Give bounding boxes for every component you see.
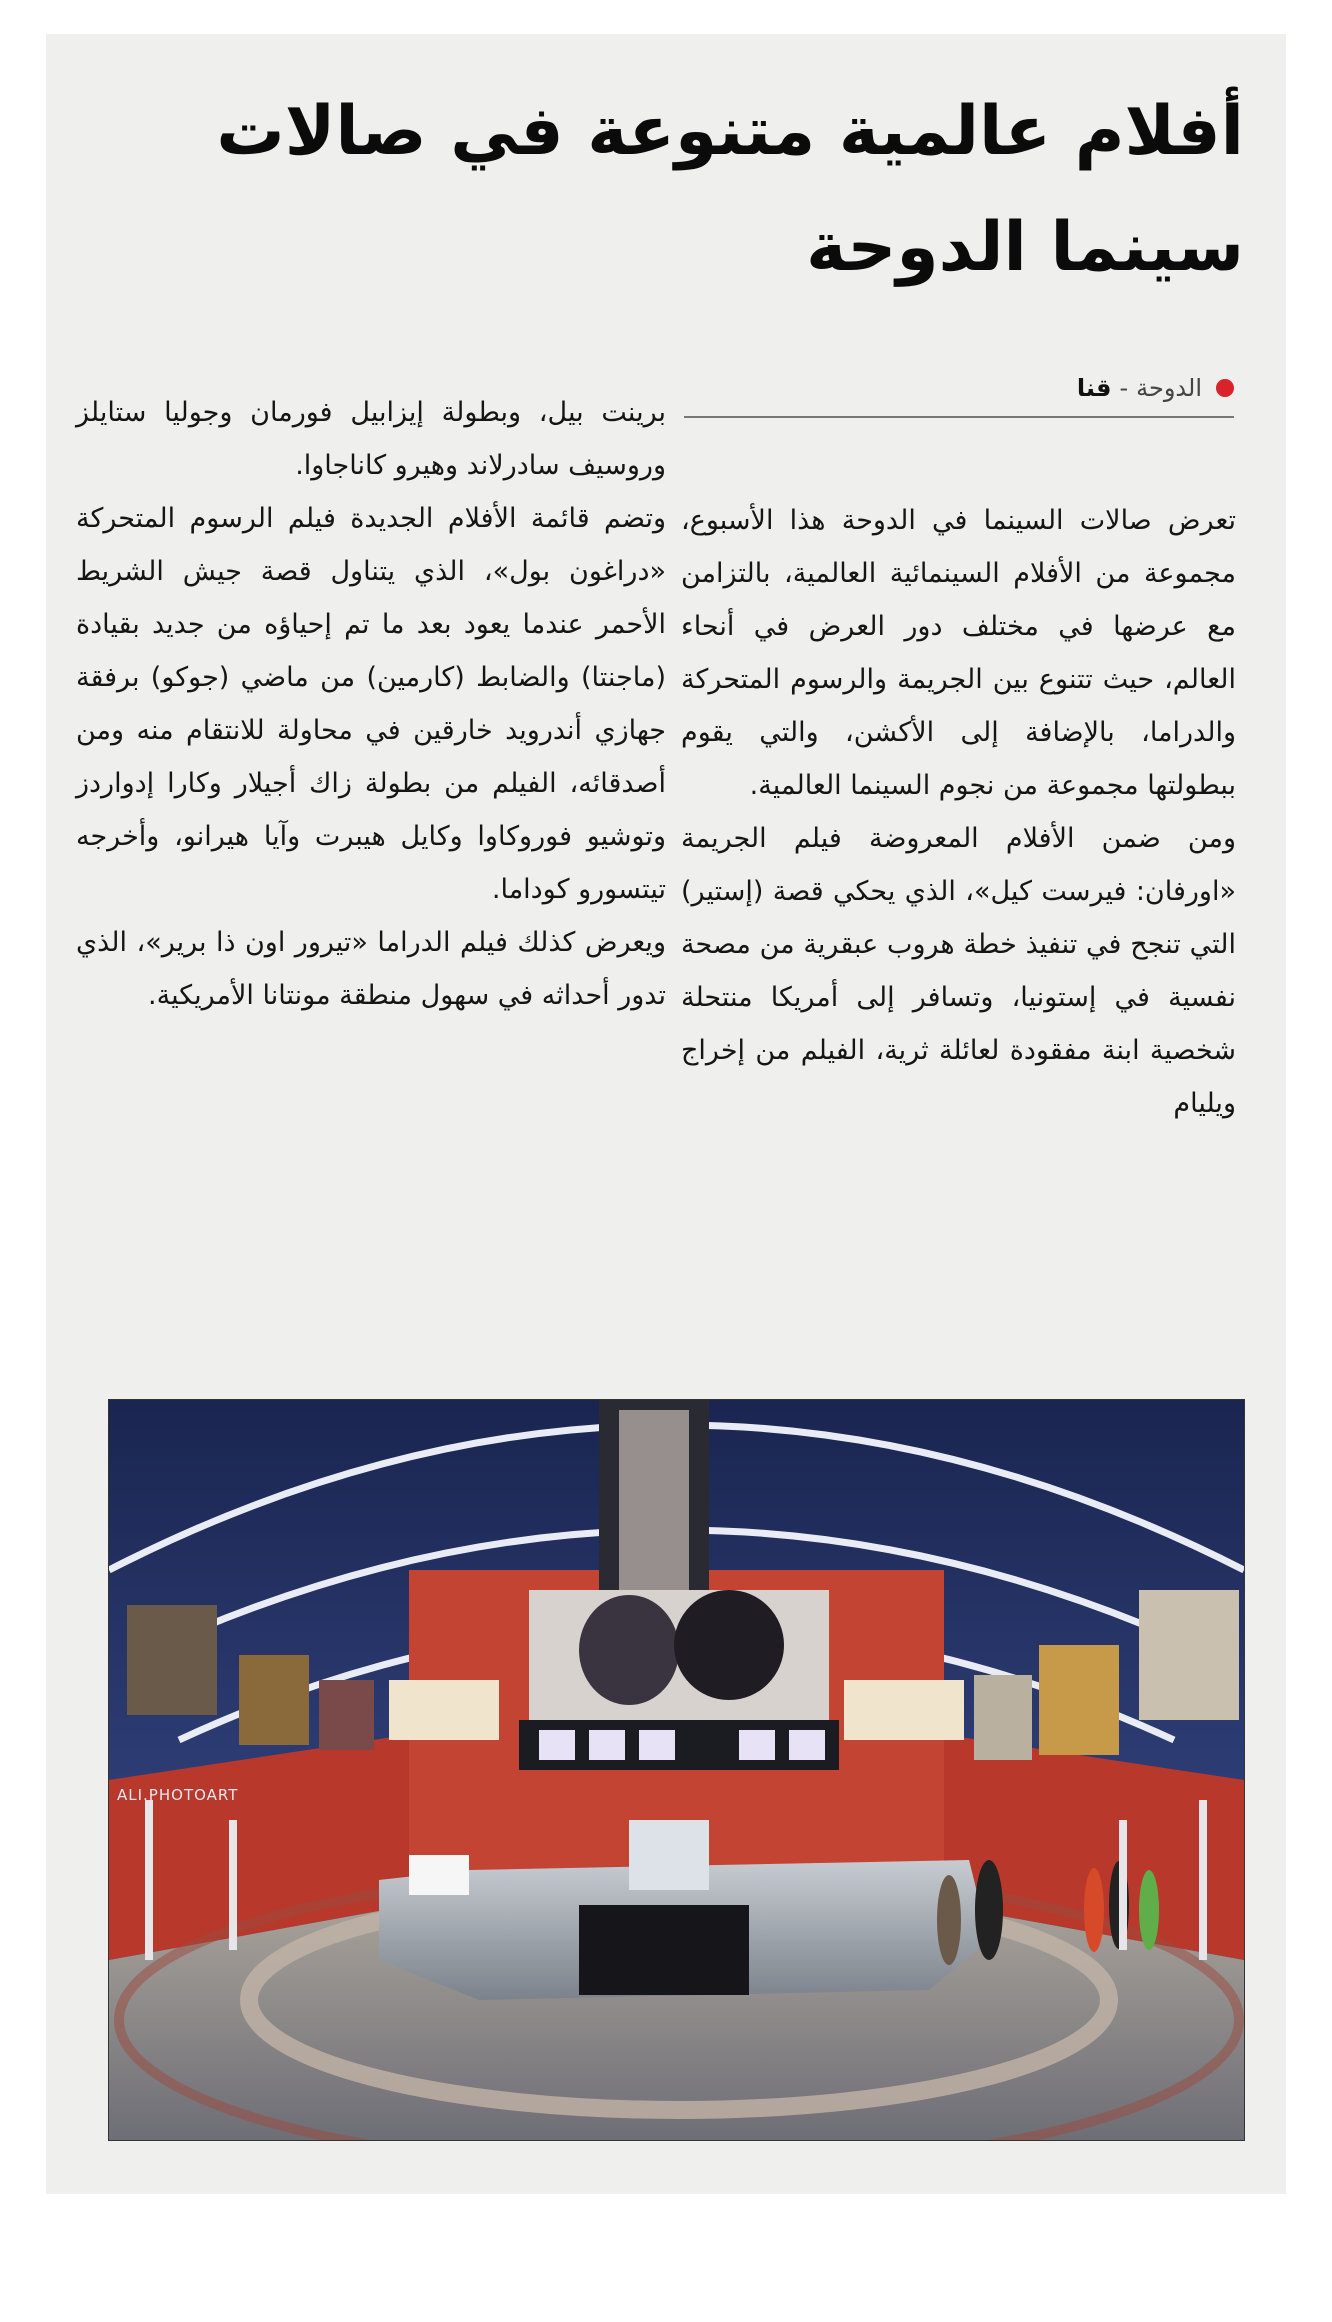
paragraph: برينت بيل، وبطولة إيزابيل فورمان وجوليا ستايلز وروسيف سادرلاند وهيرو كاناجاوا. bbox=[76, 397, 666, 481]
byline-agency: قنا bbox=[1076, 374, 1112, 402]
byline bbox=[684, 360, 1234, 418]
byline-dot-icon bbox=[1216, 379, 1234, 397]
menu-board-right bbox=[844, 1680, 964, 1740]
article-page bbox=[46, 34, 1286, 2194]
paragraph: ومن ضمن الأفلام المعروضة فيلم الجريمة «اورفان: فيرست كيل»، الذي يحكي قصة (إستير) التي تنجح في تنفيذ خطة هروب عبقرية من مصحة نفسية في إستونيا، وتسافر إلى أمريكا منتحلة شخصية ابنة مفقودة لعائلة ثرية، الفيلم من إخراج ويليام bbox=[681, 823, 1236, 1119]
byline-separator: - bbox=[1119, 374, 1129, 402]
photo-watermark: ALI.PHOTOART bbox=[117, 1786, 239, 1804]
article-headline bbox=[124, 74, 1244, 306]
cinema-lobby-photo bbox=[108, 1399, 1245, 2141]
menu-board-left bbox=[389, 1680, 499, 1740]
counter-panel bbox=[579, 1905, 749, 1995]
cinema-lobby-illustration bbox=[109, 1400, 1244, 2140]
article-column-right bbox=[681, 494, 1236, 1130]
article-column-left bbox=[76, 386, 666, 1022]
byline-city: الدوحة bbox=[1136, 374, 1202, 402]
headline-line-2: سينما الدوحة bbox=[806, 208, 1244, 287]
paragraph: وتضم قائمة الأفلام الجديدة فيلم الرسوم المتحركة «دراغون بول»، الذي يتناول قصة جيش الشريط الأحمر عندما يعود بعد ما تم إحياؤه من جديد بقيادة (ماجنتا) والضابط (كارمين) من ماضي (جوكو) برفقة جهازي أندرويد خارقين في محاولة للانتقام منه ومن أصدقائه، الفيلم من بطولة زاك أجيلار وكارا إدواردز وتوشيو فوروكاوا وكايل هيبرت وآيا هيرانو، وأخرجه تيتسورو كوداما. bbox=[76, 503, 666, 905]
paragraph: ويعرض كذلك فيلم الدراما «تيرور اون ذا برير»، الذي تدور أحداثه في سهول منطقة مونتانا الأمريكية. bbox=[76, 927, 666, 1011]
headline-line-1: أفلام عالمية متنوعة في صالات bbox=[216, 92, 1244, 171]
paragraph: تعرض صالات السينما في الدوحة هذا الأسبوع، مجموعة من الأفلام السينمائية العالمية، بالتزامن مع عرضها في مختلف دور العرض في أنحاء العالم، حيث تتنوع بين الجريمة والرسوم المتحركة والدراما، بالإضافة إلى الأكشن، والتي يقوم ببطولتها مجموعة من نجوم السينما العالمية. bbox=[681, 505, 1236, 801]
